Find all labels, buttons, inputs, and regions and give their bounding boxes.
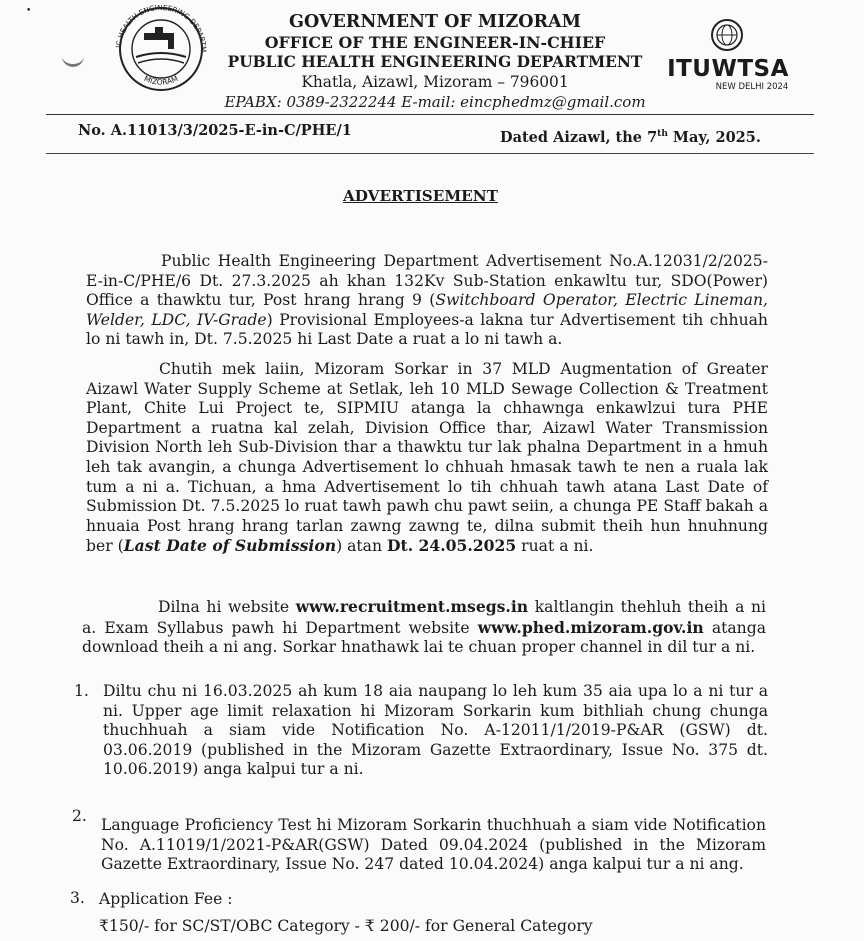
application-fee-detail: ₹150/- for SC/ST/OBC Category - ₹ 200/- for General Category [99, 917, 593, 935]
seal-icon [108, 5, 214, 91]
ref-number: No. A.11013/3/2025-E-in-C/PHE/1 [78, 122, 352, 139]
ref-date-suffix: May, 2025. [667, 129, 761, 146]
list-item-1-text: Diltu chu ni 16.03.2025 ah kum 18 aia naupang lo leh kum 35 aia upa lo a ni tur a ni. Upper age limit relaxation hi Mizoram Sorkarin kum bithliah chung chunga thuchhuah a siam vide Notification No. A-12011/1/2019-P&AR (GSW) dt. 03.06.2019 (published in the Mizoram Gazette Extraordinary, Issue No. 375 dt. 10.06.2019) anga kalpui tur a ni. [103, 682, 768, 779]
list-item-3-text: Application Fee : [99, 890, 233, 908]
recruitment-website: www.recruitment.msegs.in [295, 597, 529, 616]
header-address: Khatla, Aizawl, Mizoram – 796001 [301, 73, 569, 91]
p2-deadline: Dt. 24.05.2025 [386, 536, 517, 556]
p2-text-c: ruat a ni. [516, 537, 594, 556]
ref-date [500, 129, 761, 146]
p1-posts: Switchboard Operator, Electric Lineman, Welder, LDC, IV-Grade [86, 291, 768, 329]
list-item-2-text: Language Proficiency Test hi Mizoram Sorkarin thuchhuah a siam vide Notification No. A.11019/1/2021-P&AR(GSW) Dated 09.04.2024 (published in the Mizoram Gazette Extraordinary, Issue No. 247 dated 10.04.2024) anga kalpui tur a ni ang. [101, 816, 766, 874]
list-item-2-number: 2. [72, 807, 87, 825]
list-item-3-number: 3. [70, 889, 85, 907]
document-title: ADVERTISEMENT [343, 187, 498, 205]
scan-smudge [62, 50, 84, 67]
ituwtsa-sub: NEW DELHI 2024 [715, 82, 789, 92]
header-department: PUBLIC HEALTH ENGINEERING DEPARTMENT [227, 53, 643, 71]
punch-mark: • [26, 6, 32, 16]
paragraph-2 [86, 360, 768, 557]
paragraph-3 [82, 597, 766, 658]
svg-text:MIZORAM [143, 74, 180, 87]
ituwtsa-brand: ITUWTSA [667, 56, 789, 82]
globe-icon [660, 18, 794, 52]
p3-text-b: kaltlangin thehluh theih a ni a. Exam Syllabus pawh hi Department website [82, 598, 766, 637]
list-item-1-number: 1. [74, 682, 89, 700]
p3-text-a: Dilna hi website [158, 598, 296, 616]
p1-text-a: Public Health Engineering Department Advertisement No.A.12031/2/2025-E-in-C/PHE/6 Dt. 27.3.2025 ah khan 132Kv Sub-Station enkawltu tur, SDO(Power) Office a thawktu tur, Post hrang hrang 9 ( [86, 252, 768, 310]
p2-text-a: Chutih mek laiin, Mizoram Sorkar in 37 MLD Augmentation of Greater Aizawl Water Supply Scheme at Setlak, leh 10 MLD Sewage Collection & Treatment Plant, Chite Lui Project te, SIPMIU atanga la chhawnga enkawlzui tura PHE Department a ruatna kal zelah, Division Office thar, Aizawl Water Transmission Division North leh Sub-Division thar a thawktu tur lak phalna Department in a hmuh leh tak avangin, a chunga Advertisement lo chhuah hmasak tawh te nen a ruala lak tum a ni a. Tichuan, a hma Advertisement lo tih chhuah tawh atana Last Date of Submission Dt. 7.5.2025 lo ruat tawh pawh chu pawt seiin, a chunga PE Staff bakah a hnuaia Post hrang hrang tarlan zawng zawng te, dilna submit theih hun hnuhnung ber ( [86, 360, 768, 556]
seal-text-bottom: MIZORAM [142, 73, 180, 87]
header-rule-top [46, 114, 814, 115]
header-office: OFFICE OF THE ENGINEER-IN-CHIEF [264, 33, 606, 52]
ref-date-prefix: Dated Aizawl, the 7 [500, 129, 658, 146]
p2-text-b: ) atan [336, 537, 387, 556]
ref-date-sup: th [657, 129, 668, 140]
p3-text-c: atanga download theih a ni ang. Sorkar hnathawk lai te chuan proper channel in dil tur a ni. [82, 618, 766, 657]
p2-last-date-label: Last Date of Submission [123, 536, 337, 556]
header-rule-bottom [46, 153, 814, 154]
paragraph-1 [86, 252, 768, 350]
department-seal [108, 5, 214, 91]
ituwtsa-logo [660, 18, 794, 98]
header-government: GOVERNMENT OF MIZORAM [289, 12, 581, 32]
p1-text-b: ) Provisional Employees-a lakna tur Advertisement tih chhuah lo ni tawh in, Dt. 7.5.2025 hi Last Date a ruat a lo ni tawh a. [86, 310, 768, 349]
seal-text-top: IC HEALTH ENGINEERING DEPARTM [114, 5, 209, 53]
header-contact: EPABX: 0389-2322244 E-mail: eincphedmz@gmail.com [224, 93, 646, 111]
department-website: www.phed.mizoram.gov.in [477, 617, 704, 637]
